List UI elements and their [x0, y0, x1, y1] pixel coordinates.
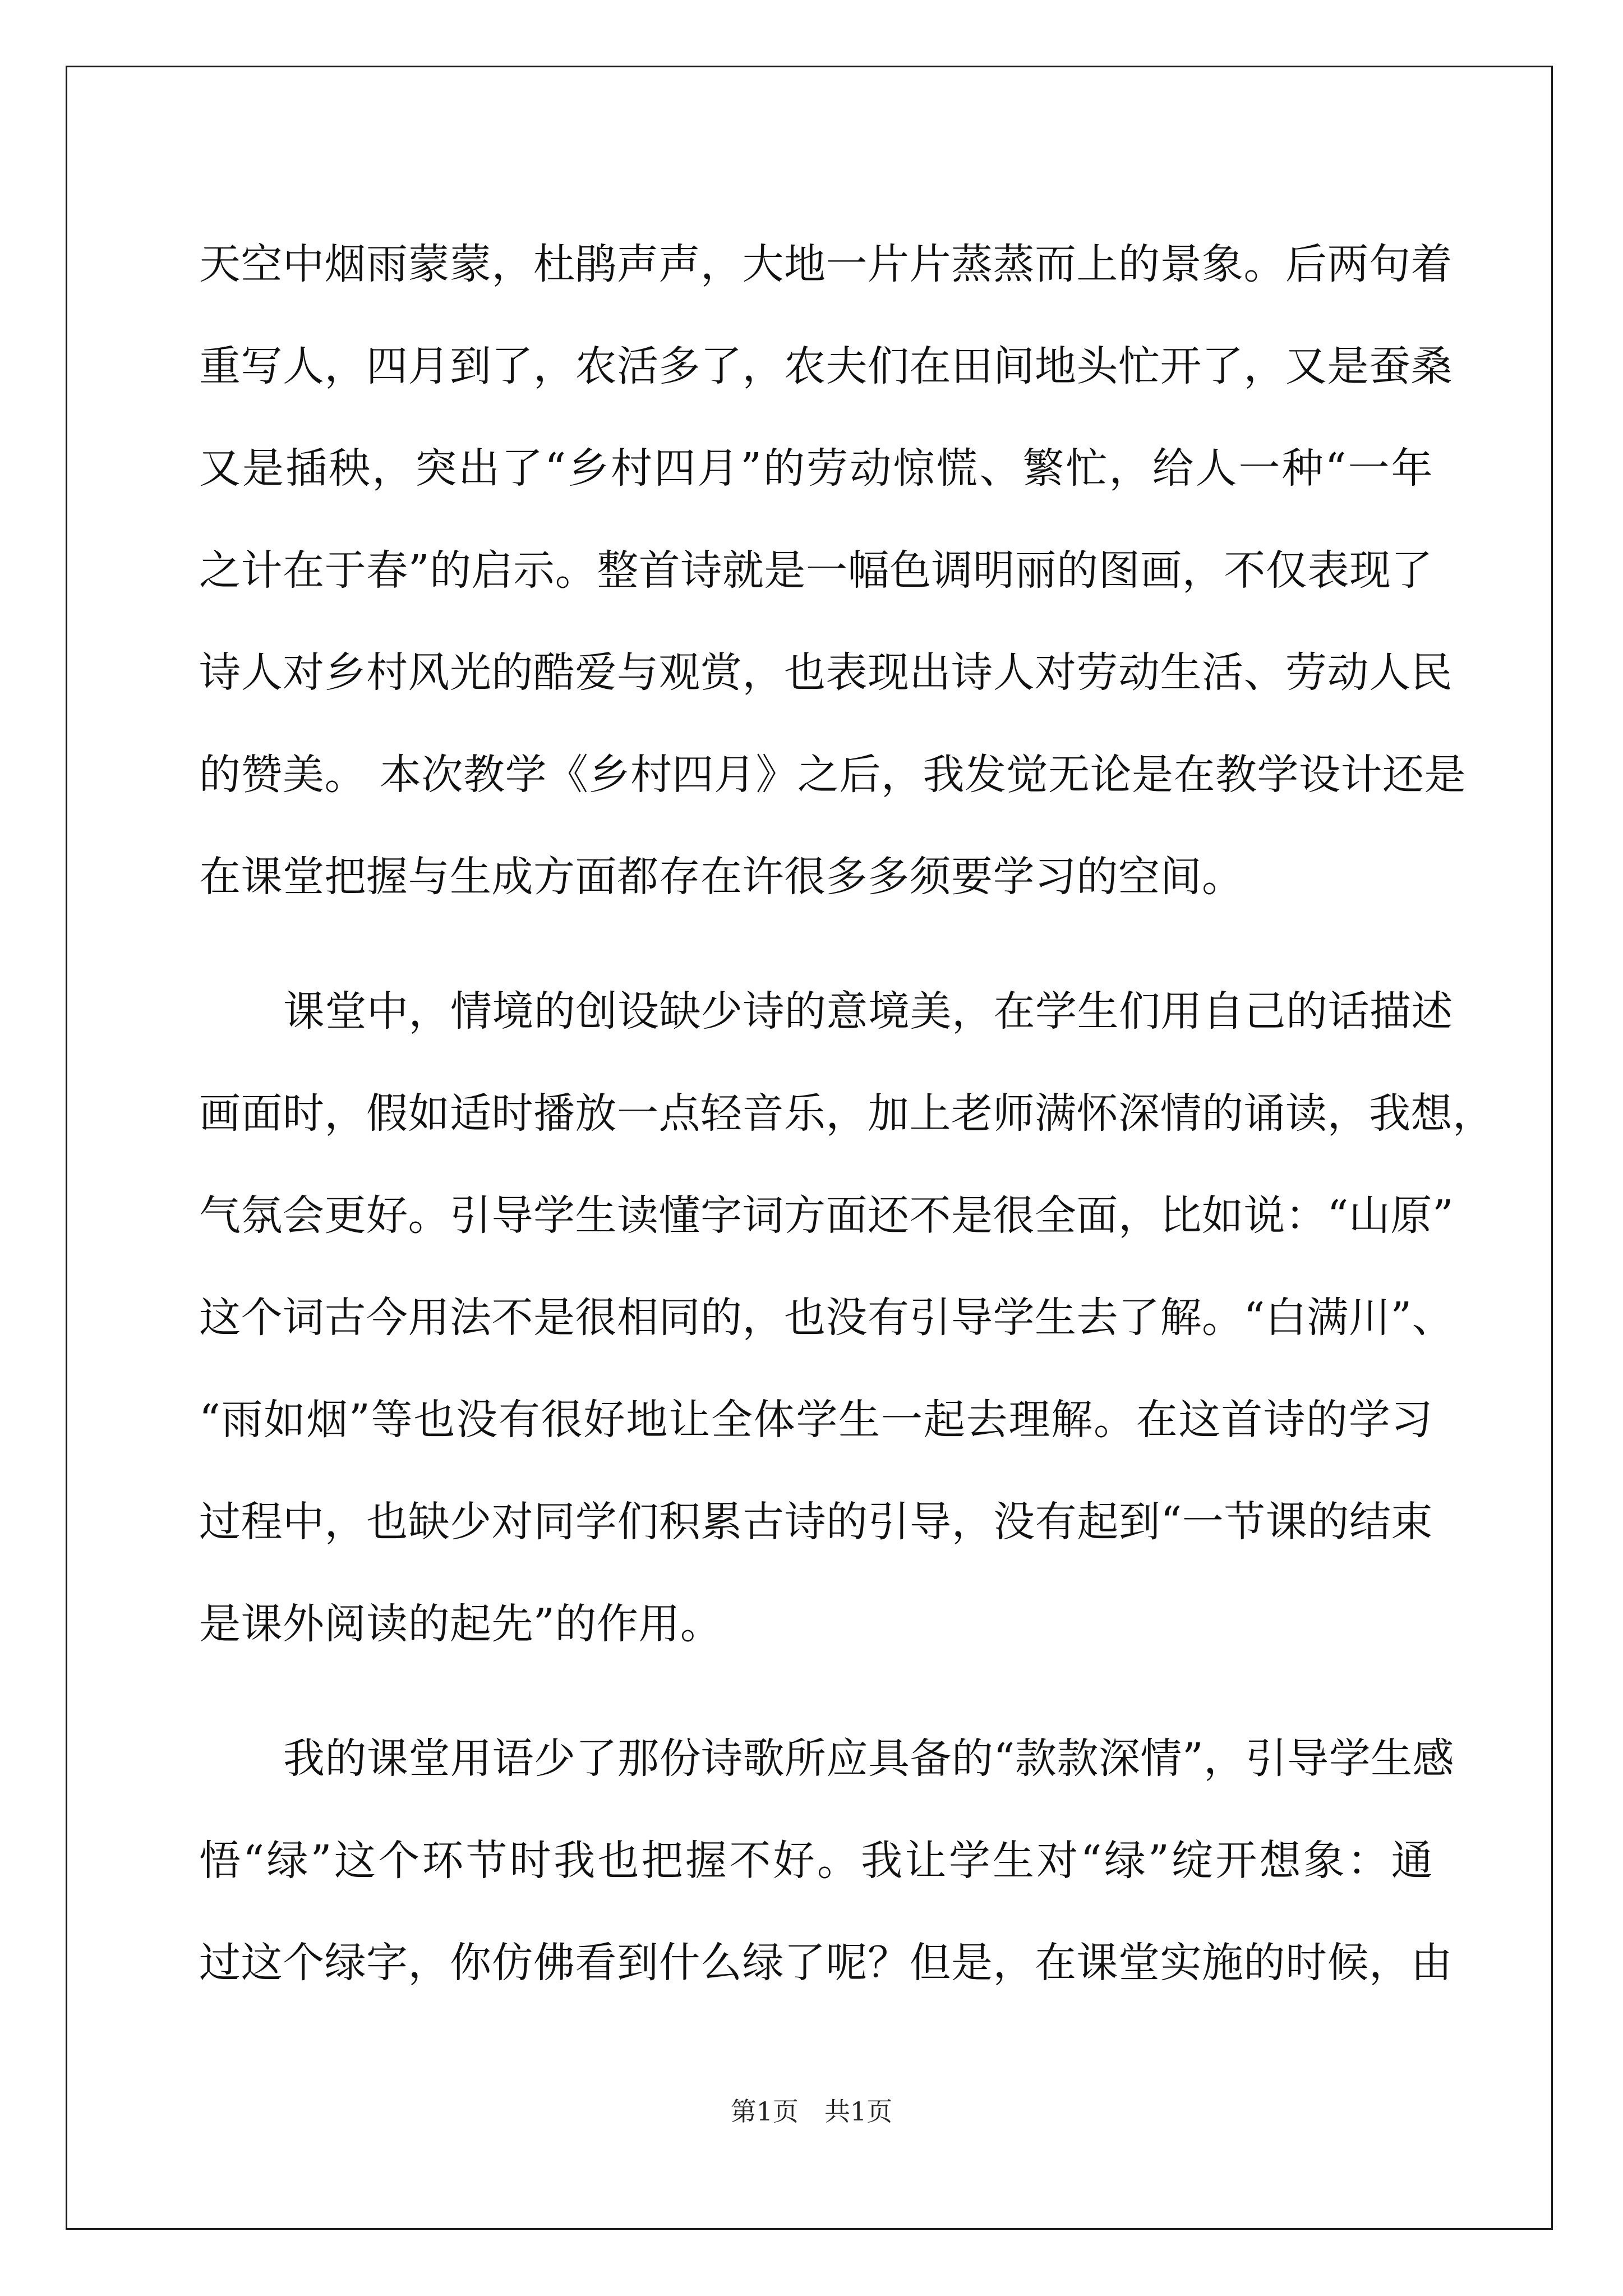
paragraph-2-line-5: “雨如烟”等也没有很好地让全体学生一起去理解。在这首诗的学习	[199, 1396, 1433, 1444]
paragraph-3-line-3: 过这个绿字，你仿佛看到什么绿了呢？但是，在课堂实施的时候，由	[199, 1939, 1453, 1987]
document-body	[199, 213, 1495, 2014]
paragraph-1-line-1: 天空中烟雨蒙蒙，杜鹃声声，大地一片片蒸蒸而上的景象。后两句着	[199, 240, 1453, 288]
paragraph-2-line-6: 过程中，也缺少对同学们积累古诗的引导，没有起到“一节课的结束	[199, 1498, 1433, 1546]
paragraph-1-line-2: 重写人，四月到了，农活多了，农夫们在田间地头忙开了，又是蚕桑	[199, 342, 1453, 390]
paragraph-1-line-6: 的赞美。 本次教学《乡村四月》之后，我发觉无论是在教学设计还是	[199, 751, 1467, 799]
paragraph-2-line-7: 是课外阅读的起先”的作用。	[199, 1600, 722, 1648]
paragraph-3-line-1: 我的课堂用语少了那份诗歌所应具备的“款款深情”，引导学生感	[283, 1734, 1455, 1783]
paragraph-2-line-2: 画面时，假如适时播放一点轻音乐，加上老师满怀深情的诵读，我想，	[199, 1089, 1495, 1138]
paragraph-1-line-3: 又是插秧，突出了“乡村四月”的劳动惊慌、繁忙，给人一种“一年	[199, 444, 1433, 493]
paragraph-1-line-7: 在课堂把握与生成方面都存在许很多多须要学习的空间。	[199, 853, 1244, 901]
paragraph-2-line-3: 气氛会更好。引导学生读懂字词方面还不是很全面，比如说：“山原”	[199, 1191, 1454, 1240]
paragraph-1-line-5: 诗人对乡村风光的酷爱与观赏，也表现出诗人对劳动生活、劳动人民	[199, 648, 1453, 697]
page-footer	[0, 2091, 1623, 2128]
page-number: 第1页	[730, 2096, 799, 2127]
page-total: 共1页	[824, 2096, 893, 2127]
paragraph-3-line-2: 悟“绿”这个环节时我也把握不好。我让学生对“绿”绽开想象：通	[199, 1837, 1433, 1885]
paragraph-1-line-4: 之计在于春”的启示。整首诗就是一幅色调明丽的图画，不仅表现了	[199, 546, 1433, 595]
paragraph-2-line-1: 课堂中，情境的创设缺少诗的意境美，在学生们用自己的话描述	[283, 987, 1453, 1036]
paragraph-2-line-4: 这个词古今用法不是很相同的，也没有引导学生去了解。“白满川”、	[199, 1294, 1454, 1342]
